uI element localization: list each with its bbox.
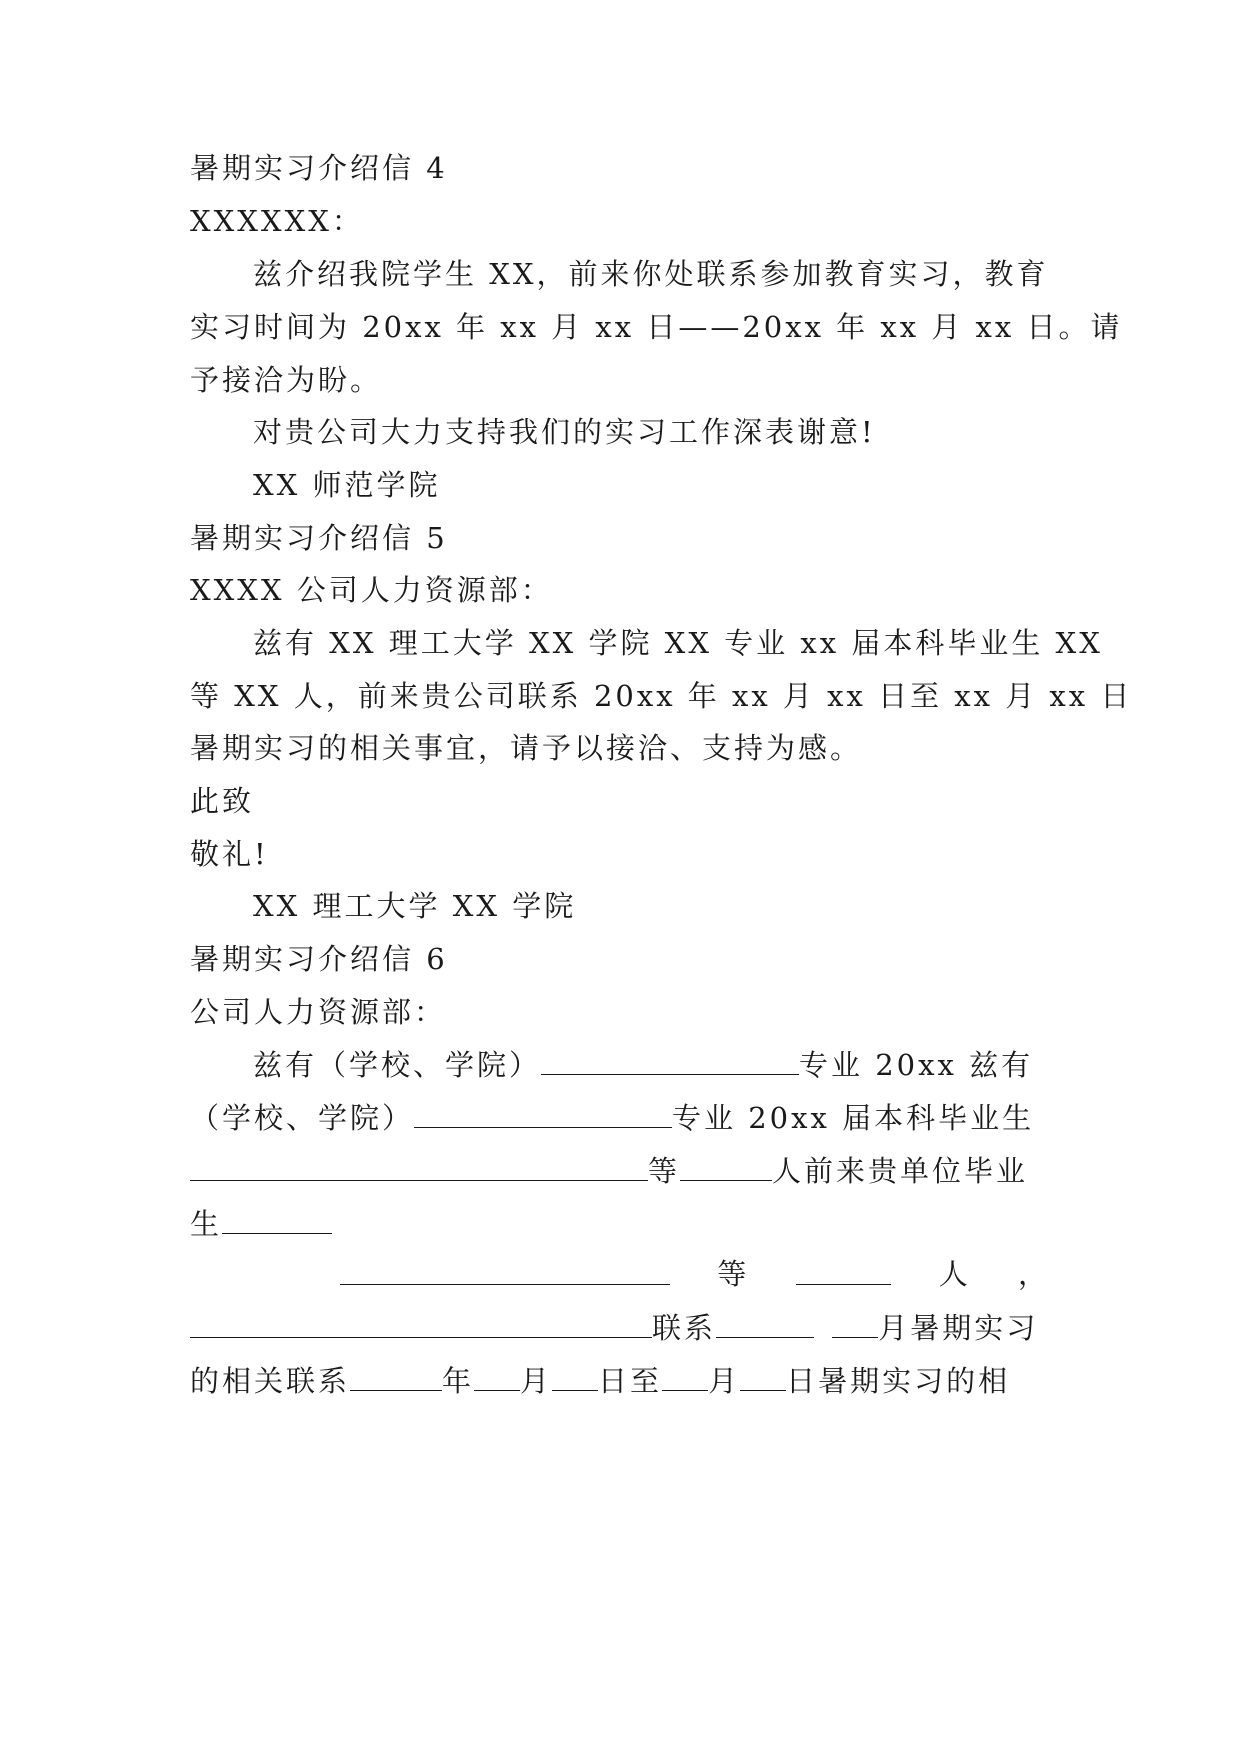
line7-text-a: 的相关联系 <box>190 1364 351 1398</box>
blank-field <box>340 1254 670 1285</box>
blank-field <box>552 1360 598 1391</box>
line2-text-a: （学校、学院） <box>190 1101 415 1135</box>
blank-field <box>222 1203 332 1234</box>
line5-text-c: ， <box>1017 1257 1050 1291</box>
letter6-body-line7 <box>190 1360 1050 1401</box>
letter5-title: 暑期实习介绍信 5 <box>190 521 448 555</box>
letter4-signature: XX 师范学院 <box>253 468 441 502</box>
blank-field <box>662 1360 708 1391</box>
blank-field <box>541 1044 799 1075</box>
line7-text-c: 月 <box>520 1364 553 1398</box>
line1-text-a: 兹有（学校、学院） <box>253 1048 542 1082</box>
line7-text-d: 日至 <box>598 1364 663 1398</box>
line3-text-b: 人前来贵单位毕业 <box>772 1154 1029 1188</box>
letter5-closing2: 敬礼! <box>190 837 269 871</box>
letter4-body-line2: 实习时间为 20xx 年 xx 月 xx 日——20xx 年 xx 月 xx 日。请 <box>190 310 1123 344</box>
letter4-salutation: XXXXXX： <box>190 204 364 238</box>
line4-text-a: 生 <box>190 1207 223 1241</box>
blank-field <box>190 1150 648 1181</box>
letter4-body-line1: 兹介绍我院学生 XX，前来你处联系参加教育实习，教育 <box>253 257 1049 291</box>
line7-text-f: 日暑期实习的相 <box>786 1364 1011 1398</box>
line5-text-a: 等 <box>717 1257 750 1291</box>
blank-field <box>414 1097 672 1128</box>
line3-text-a: 等 <box>648 1154 681 1188</box>
blank-field <box>350 1360 442 1391</box>
line7-text-e: 月 <box>708 1364 741 1398</box>
letter6-salutation: 公司人力资源部： <box>190 995 447 1029</box>
line5-text-b: 人 <box>938 1257 971 1291</box>
letter6-title: 暑期实习介绍信 6 <box>190 942 448 976</box>
letter4-title: 暑期实习介绍信 4 <box>190 151 448 185</box>
blank-field <box>474 1360 520 1391</box>
blank-field <box>740 1360 786 1391</box>
letter5-body-line2: 等 XX 人，前来贵公司联系 20xx 年 xx 月 xx 日至 xx 月 xx 日 <box>190 679 1133 713</box>
letter5-closing1: 此致 <box>190 784 255 818</box>
letter6-body-line5 <box>340 1254 1050 1294</box>
letter6-body-line6 <box>190 1307 1050 1348</box>
letter4-body-line3: 予接洽为盼。 <box>190 363 383 397</box>
letter5-salutation: XXXX 公司人力资源部： <box>190 573 553 607</box>
line1-text-b: 专业 20xx 兹有 <box>799 1048 1034 1082</box>
letter6-body-line3 <box>190 1150 1050 1191</box>
letter5-body-line1: 兹有 XX 理工大学 XX 学院 XX 专业 xx 届本科毕业生 XX <box>253 626 1103 660</box>
letter4-thanks: 对贵公司大力支持我们的实习工作深表谢意! <box>253 415 876 449</box>
line6-text-a: 联系 <box>652 1311 717 1345</box>
line2-text-b: 专业 20xx 届本科毕业生 <box>672 1101 1035 1135</box>
blank-field <box>190 1307 652 1338</box>
blank-field <box>796 1254 891 1285</box>
blank-field <box>680 1150 772 1181</box>
blank-field <box>832 1307 878 1338</box>
line7-text-b: 年 <box>442 1364 475 1398</box>
letter6-body-line4 <box>190 1203 1050 1244</box>
letter5-body-line3: 暑期实习的相关事宜，请予以接洽、支持为感。 <box>190 731 863 765</box>
letter6-body-line2 <box>190 1097 1050 1138</box>
letter6-body-line1 <box>253 1044 1048 1085</box>
line6-text-b: 月暑期实习 <box>878 1311 1039 1345</box>
blank-field <box>716 1307 814 1338</box>
letter5-signature: XX 理工大学 XX 学院 <box>253 889 577 923</box>
